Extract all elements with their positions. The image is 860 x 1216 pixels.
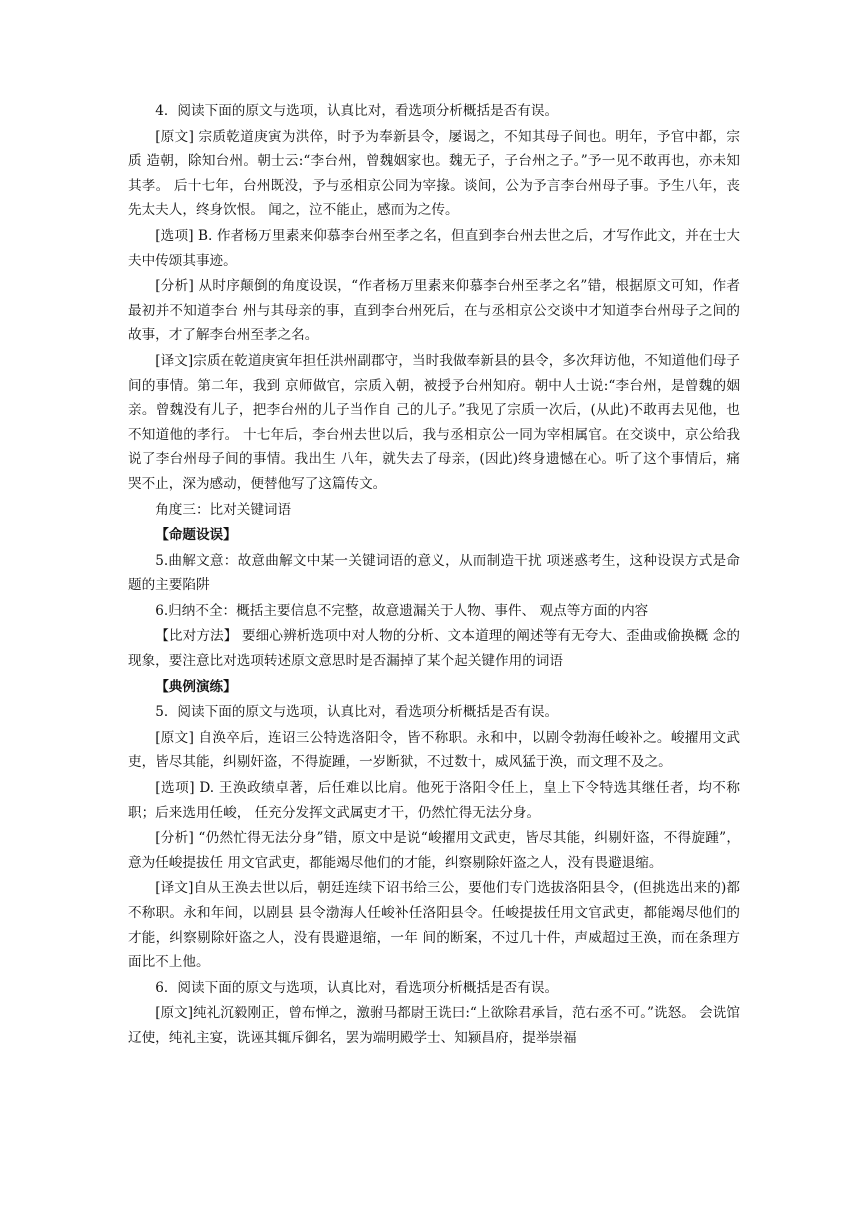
question-6-prompt: 6．阅读下面的原文与选项，认真比对，看选项分析概括是否有误。 xyxy=(155,979,559,996)
q4-analysis: [分析] 从时序颠倒的角度设误，“作者杨万里素来仰慕李台州至孝之名”错，根据原文可知，作者最初并不知道李台 州与其母亲的事，直到李台州死后，在与丞相京公交谈中才知道李台州母子之间的故事，才了解李台州至孝之名。 xyxy=(128,278,740,344)
q5-original-text: [原文] 自涣卒后，连诏三公特选洛阳令，皆不称职。永和中，以剧令勃海任峻补之。峻擢用文武 吏，皆尽其能，纠剔奸盗，不得旋踵，一岁断狱，不过数十，威风猛于涣，而文理不及之。 xyxy=(128,729,740,771)
document-page xyxy=(128,99,740,1052)
heading-typical-examples: 【典例演练】 xyxy=(155,678,237,695)
q5-option: [选项] D. 王涣政绩卓著，后任难以比肩。他死于洛阳令任上，皇上下令特选其继任者，均不称职；后来选用任峻， 任充分发挥文武属吏才干，仍然忙得无法分身。 xyxy=(128,780,740,821)
error-type-6: 6.归纳不全：概括主要信息不完整，故意遗漏关于人物、事件、 观点等方面的内容 xyxy=(155,602,649,619)
question-4-prompt: 4．阅读下面的原文与选项，认真比对，看选项分析概括是否有误。 xyxy=(155,103,559,119)
q5-translation: [译文]自从王涣去世以后，朝廷连续下诏书给三公，要他们专门选拔洛阳县令，(但挑选出来的)都不称职。永和年间，以剧县 县令渤海人任峻补任洛阳县令。任峻提拔任用文官武吏，都能竭尽他们的才能，纠察剔除奸盗之人，没有畏避退缩，一年 间的断案，不过几十件，声威超过王涣，而在条理方面比不上他。 xyxy=(128,880,740,971)
q4-translation: [译文]宗质在乾道庚寅年担任洪州副郡守，当时我做奉新县的县令，多次拜访他，不知道他们母子间的事情。第二年，我到 京师做官，宗质入朝，被授予台州知府。朝中人士说:“李台州，是曾魏的姻亲。曾魏没有儿子，把李台州的儿子当作自 己的儿子。”我见了宗质一次后，(从此)不敢再去见他，也不知道他的孝行。 十七年后，李台州去世以后，我与丞相京公一同为宰相属官。在交谈中，京公给我说了李台州母子间的事情。我出生 八年，就失去了母亲，(因此)终身遗憾在心。听了这个事情后，痛哭不止，深为感动，便替他写了这篇传文。 xyxy=(128,352,740,492)
question-5-prompt: 5．阅读下面的原文与选项，认真比对，看选项分析概括是否有误。 xyxy=(155,704,559,721)
error-type-5: 5.曲解文意：故意曲解文中某一关键词语的意义，从而制造干扰 项迷惑考生，这种设误方式是命题的主要陷阱 xyxy=(128,552,740,594)
heading-proposition-errors: 【命题设误】 xyxy=(155,527,237,544)
q4-original-text: [原文] 宗质乾道庚寅为洪倅，时予为奉新县令，屡谒之，不知其母子间也。明年，予官中都，宗质 造朝，除知台州。朝士云:“李台州，曾魏姻家也。魏无子，子台州之子。”予一见不敢再也，亦未知其孝。 后十七年，台州既没，予与丞相京公同为宰掾。谈间，公为予言李台州母子事。予生八年，丧先太夫人，终身饮恨。 闻之，泣不能止，感而为之传。 xyxy=(128,128,740,219)
comparison-method: 【比对方法】 要细心辨析选项中对人物的分析、文本道理的阐述等有无夸大、歪曲或偷换概 念的现象，要注意比对选项转述原文意思时是否漏掉了某个起关键作用的词语 xyxy=(128,628,740,670)
section-angle-three: 角度三：比对关键词语 xyxy=(155,501,292,518)
q6-original-text: [原文]纯礼沉毅刚正，曾布惮之，激驸马都尉王诜曰:“上欲除君承旨，范右丞不可。”诜怒。 会诜馆辽使，纯礼主宴，诜诬其辄斥御名，罢为端明殿学士、知颍昌府，提举崇福 xyxy=(128,1005,740,1046)
q4-option: [选项] B. 作者杨万里素来仰慕李台州至孝之名，但直到李台州去世之后，才写作此文，并在士大夫中传颂其事迹。 xyxy=(128,227,740,269)
q5-analysis: [分析] “仍然忙得无法分身”错，原文中是说“峻擢用文武吏，皆尽其能，纠剔奸盗，不得旋踵”，意为任峻提拔任 用文官武吏，都能竭尽他们的才能，纠察剔除奸盗之人，没有畏避退缩。 xyxy=(128,830,740,871)
